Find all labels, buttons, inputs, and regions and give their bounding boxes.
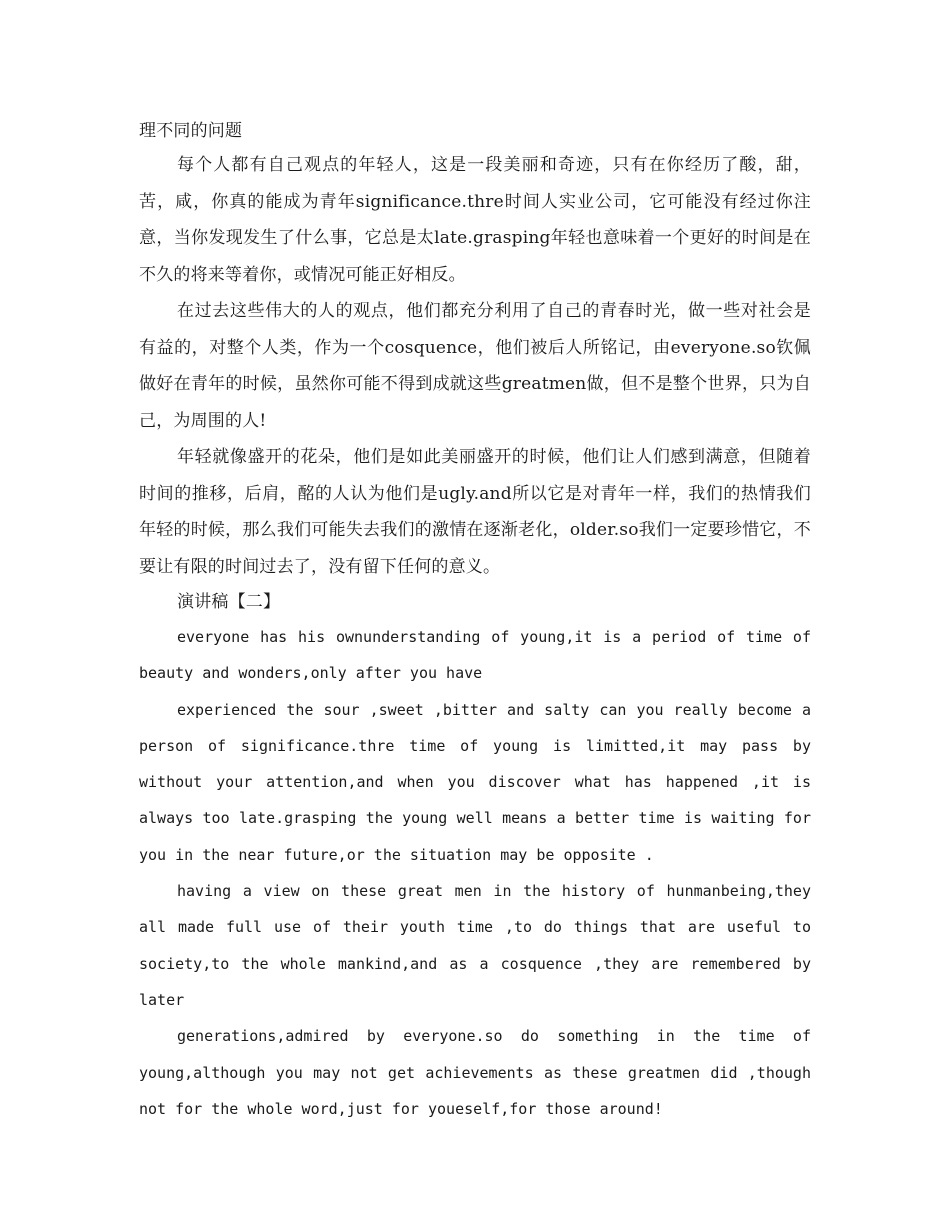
paragraph-en-1: everyone has his ownunderstanding of young,it is a period of time of beauty and wonders,only after you have xyxy=(139,628,811,683)
paragraph-en-4: generations,admired by everyone.so do something in the time of young,although you may not get achievements as these greatmen did ,though not for the whole word,just for youeself,for those around! xyxy=(139,1027,811,1118)
document-body xyxy=(139,117,811,1127)
paragraph-zh-1: 每个人都有自己观点的年轻人，这是一段美丽和奇迹，只有在你经历了酸，甜，苦，咸，你真的能成为青年significance.thre时间人实业公司，它可能没有经过你注意，当你发现发生了什么事，它总是太late.grasping年轻也意味着一个更好的时间是在不久的将来等着你，或情况可能正好相反。 xyxy=(139,155,811,285)
paragraph-zh-2: 在过去这些伟大的人的观点，他们都充分利用了自己的青春时光，做一些对社会是有益的，对整个人类，作为一个cosquence，他们被后人所铭记，由everyone.so钦佩做好在青年的时候，虽然你可能不得到成就这些greatmen做，但不是整个世界，只为自己，为周围的人! xyxy=(139,301,811,431)
paragraph-fragment: 理不同的问题 xyxy=(139,121,243,141)
section-heading: 演讲稿【二】 xyxy=(177,592,281,612)
paragraph-en-2: experienced the sour ,sweet ,bitter and salty can you really become a person of significance.thre time of young is limitted,it may pass by without your attention,and when you discover what has happened ,it is always too late.grasping the young well means a better time is waiting for you in the near future,or the situation may be opposite . xyxy=(139,700,811,864)
paragraph-zh-3: 年轻就像盛开的花朵，他们是如此美丽盛开的时候，他们让人们感到满意，但随着时间的推移，后肩，酩的人认为他们是ugly.and所以它是对青年一样，我们的热情我们年轻的时候，那么我们可能失去我们的激情在逐渐老化，older.so我们一定要珍惜它，不要让有限的时间过去了，没有留下任何的意义。 xyxy=(139,447,811,577)
paragraph-en-3: having a view on these great men in the history of hunmanbeing,they all made full use of their youth time ,to do things that are useful to society,to the whole mankind,and as a cosquence ,they are remembered by later xyxy=(139,882,811,1009)
